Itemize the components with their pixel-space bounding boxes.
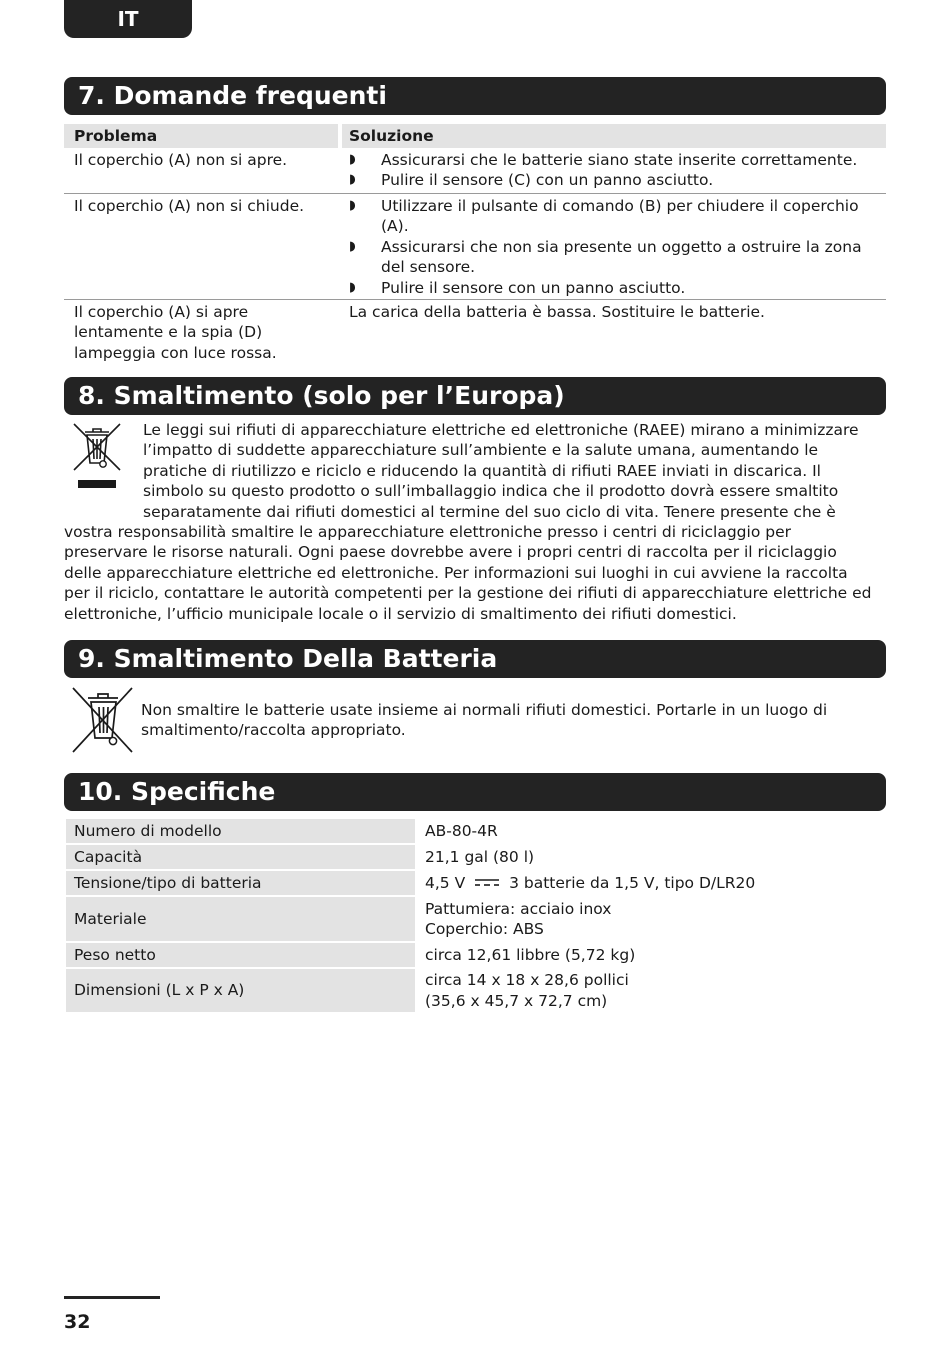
footer-rule <box>64 1296 160 1299</box>
section-7-header: 7. Domande frequenti <box>64 77 886 115</box>
spec-value-model: AB-80-4R <box>417 819 886 843</box>
faq-solution-item: ◗ Pulire il sensore (C) con un panno asciutto. <box>349 171 714 190</box>
faq-row-1-problem: Il coperchio (A) non si apre. <box>74 151 288 169</box>
spec-label-model: Numero di modello <box>66 819 415 843</box>
faq-row-3-problem: Il coperchio (A) si apre lentamente e la spia (D) lampeggia con luce rossa. <box>74 303 277 362</box>
spec-value-capacity: 21,1 gal (80 l) <box>417 845 886 869</box>
section-8-header: 8. Smaltimento (solo per l’Europa) <box>64 377 886 415</box>
faq-row-2-solution <box>340 196 886 298</box>
faq-solution-item: ◗ Assicurarsi che le batterie siano state inserite correttamente. <box>349 151 858 169</box>
bullet-icon: ◗ <box>349 172 356 188</box>
crossed-bin-icon <box>70 686 136 756</box>
spec-label-dimensions: Dimensioni (L x P x A) <box>66 969 415 1012</box>
spec-value-material: Pattumiera: acciaio inox Coperchio: ABS <box>417 897 886 941</box>
section-9-paragraph: Non smaltire le batterie usate insieme ai normali rifiuti domestici. Portarle in un luogo di smaltimento/raccolta appropriato. <box>141 701 828 740</box>
dc-current-icon <box>474 878 500 888</box>
language-tab: IT <box>64 0 192 38</box>
faq-solution-item: ◗ Assicurarsi che non sia presente un oggetto a ostruire la zona del sensore. <box>349 237 862 277</box>
faq-row-divider <box>64 299 886 300</box>
spec-label-voltage: Tensione/tipo di batteria <box>66 871 415 895</box>
bullet-icon: ◗ <box>349 198 356 213</box>
spec-label-material: Materiale <box>66 897 415 941</box>
page-number: 32 <box>64 1311 91 1333</box>
spec-label-capacity: Capacità <box>66 845 415 869</box>
faq-header-problem: Problema <box>64 124 338 148</box>
faq-row-1-solution <box>340 150 886 191</box>
faq-header-solution: Soluzione <box>342 124 886 148</box>
bullet-icon: ◗ <box>349 152 356 167</box>
spec-label-weight: Peso netto <box>66 943 415 967</box>
section-9-header: 9. Smaltimento Della Batteria <box>64 640 886 678</box>
faq-row-3-solution: La carica della batteria è bassa. Sostituire le batterie. <box>349 303 765 321</box>
faq-row-2-problem: Il coperchio (A) non si chiude. <box>74 197 305 215</box>
faq-row-divider <box>64 193 886 194</box>
section-8-paragraph: Le leggi sui rifiuti di apparecchiature elettriche ed elettroniche (RAEE) mirano a minimizzare l’impatto di suddette apparecchiature sull’ambiente e la salute umana, aumentando le pratiche di riutilizzo e riciclo e riducendo la quantità di rifiuti RAEE inviati in discarica. Il simbolo su questo prodotto o sull’imballaggio indica che il prodotto dovrà essere smaltito separatamente dai rifiuti domestici al termine del suo ciclo di vita. Tenere presente che è vostra responsabilità smaltire le apparecchiature elettroniche presso i centri di riciclaggio per preservare le risorse naturali. Ogni paese dovrebbe avere i propri centri di raccolta per il riciclaggio delle apparecchiature elettriche ed elettroniche. Per informazioni sui luoghi in cui avviene la raccolta per il riciclo, contattare le autorità competenti per la gestione dei rifiuti di apparecchiature elettriche ed elettroniche, l’ufficio municipale locale o il servizio di smaltimento dei rifiuti domestici. <box>64 421 872 623</box>
bullet-icon: ◗ <box>349 238 356 254</box>
section-10-header: 10. Specifiche <box>64 773 886 811</box>
spec-value-voltage: 4,5 V 3 batterie da 1,5 V, tipo D/LR20 <box>417 871 886 895</box>
spec-value-weight: circa 12,61 libbre (5,72 kg) <box>417 943 886 967</box>
spec-value-dimensions: circa 14 x 18 x 28,6 pollici (35,6 x 45,7 x 72,7 cm) <box>417 969 886 1012</box>
bullet-icon: ◗ <box>349 279 356 295</box>
faq-solution-item: ◗ Pulire il sensore con un panno asciutto. <box>349 278 686 297</box>
faq-solution-item: ◗ Utilizzare il pulsante di comando (B) per chiudere il coperchio (A). <box>349 197 859 236</box>
